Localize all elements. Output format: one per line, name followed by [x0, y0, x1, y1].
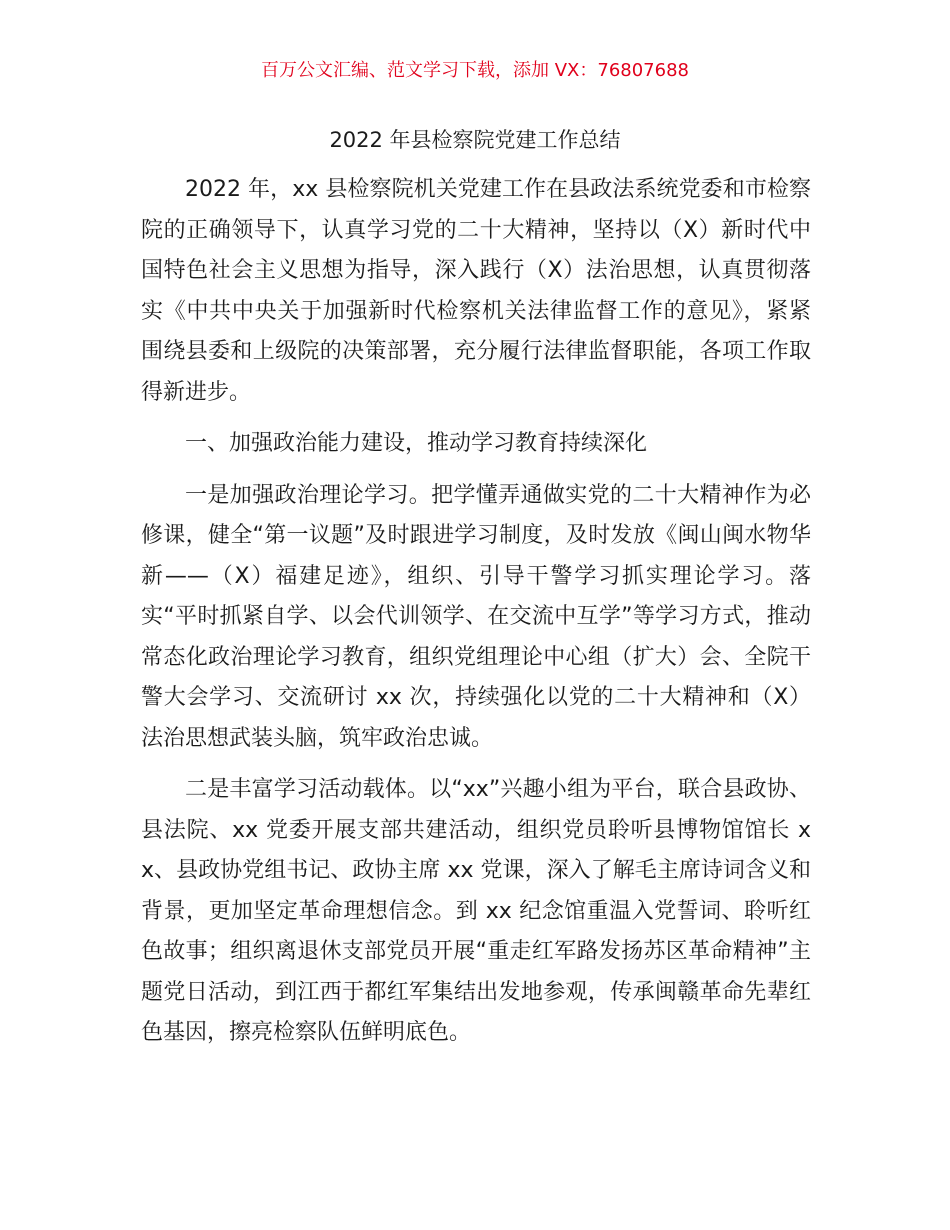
section-heading: 一、加强政治能力建设，推动学习教育持续深化 — [185, 431, 648, 456]
document-body — [141, 170, 811, 1054]
body-paragraph: 二是丰富学习活动载体。以“xx”兴趣小组为平台，联合县政协、县法院、xx 党委开展支部共建活动，组织党员聆听县博物馆馆长 xx、县政协党组书记、政协主席 xx 党课，深入了解毛主席诗词含义和背景，更加坚定革命理想信念。到 xx 纪念馆重温入党誓词、聆听红色故事；组织离退休支部党员开展“重走红军路发扬苏区革命精神”主题党日活动，到江西于都红军集结出发地参观，传承闽赣革命先辈红色基因，擦亮检察队伍鲜明底色。 — [141, 777, 811, 1045]
intro-paragraph: 2022 年，xx 县检察院机关党建工作在县政法系统党委和市检察院的正确领导下，认真学习党的二十大精神，坚持以（X）新时代中国特色社会主义思想为指导，深入践行（X）法治思想，认真贯彻落实《中共中央关于加强新时代检察机关法律监督工作的意见》，紧紧围绕县委和上级院的决策部署，充分履行法律监督职能，各项工作取得新进步。 — [141, 177, 811, 405]
watermark-banner: 百万公文汇编、范文学习下载，添加 VX：76807688 — [261, 60, 689, 81]
body-paragraph: 一是加强政治理论学习。把学懂弄通做实党的二十大精神作为必修课，健全“第一议题”及时跟进学习制度，及时发放《闽山闽水物华新——（X）福建足迹》，组织、引导干警学习抓实理论学习。落实“平时抓紧自学、以会代训领学、在交流中互学”等学习方式，推动常态化政治理论学习教育，组织党组理论中心组（扩大）会、全院干警大会学习、交流研讨 xx 次，持续强化以党的二十大精神和（X）法治思想武装头脑，筑牢政治忠诚。 — [141, 482, 811, 751]
document-title: 2022 年县检察院党建工作总结 — [329, 128, 621, 152]
